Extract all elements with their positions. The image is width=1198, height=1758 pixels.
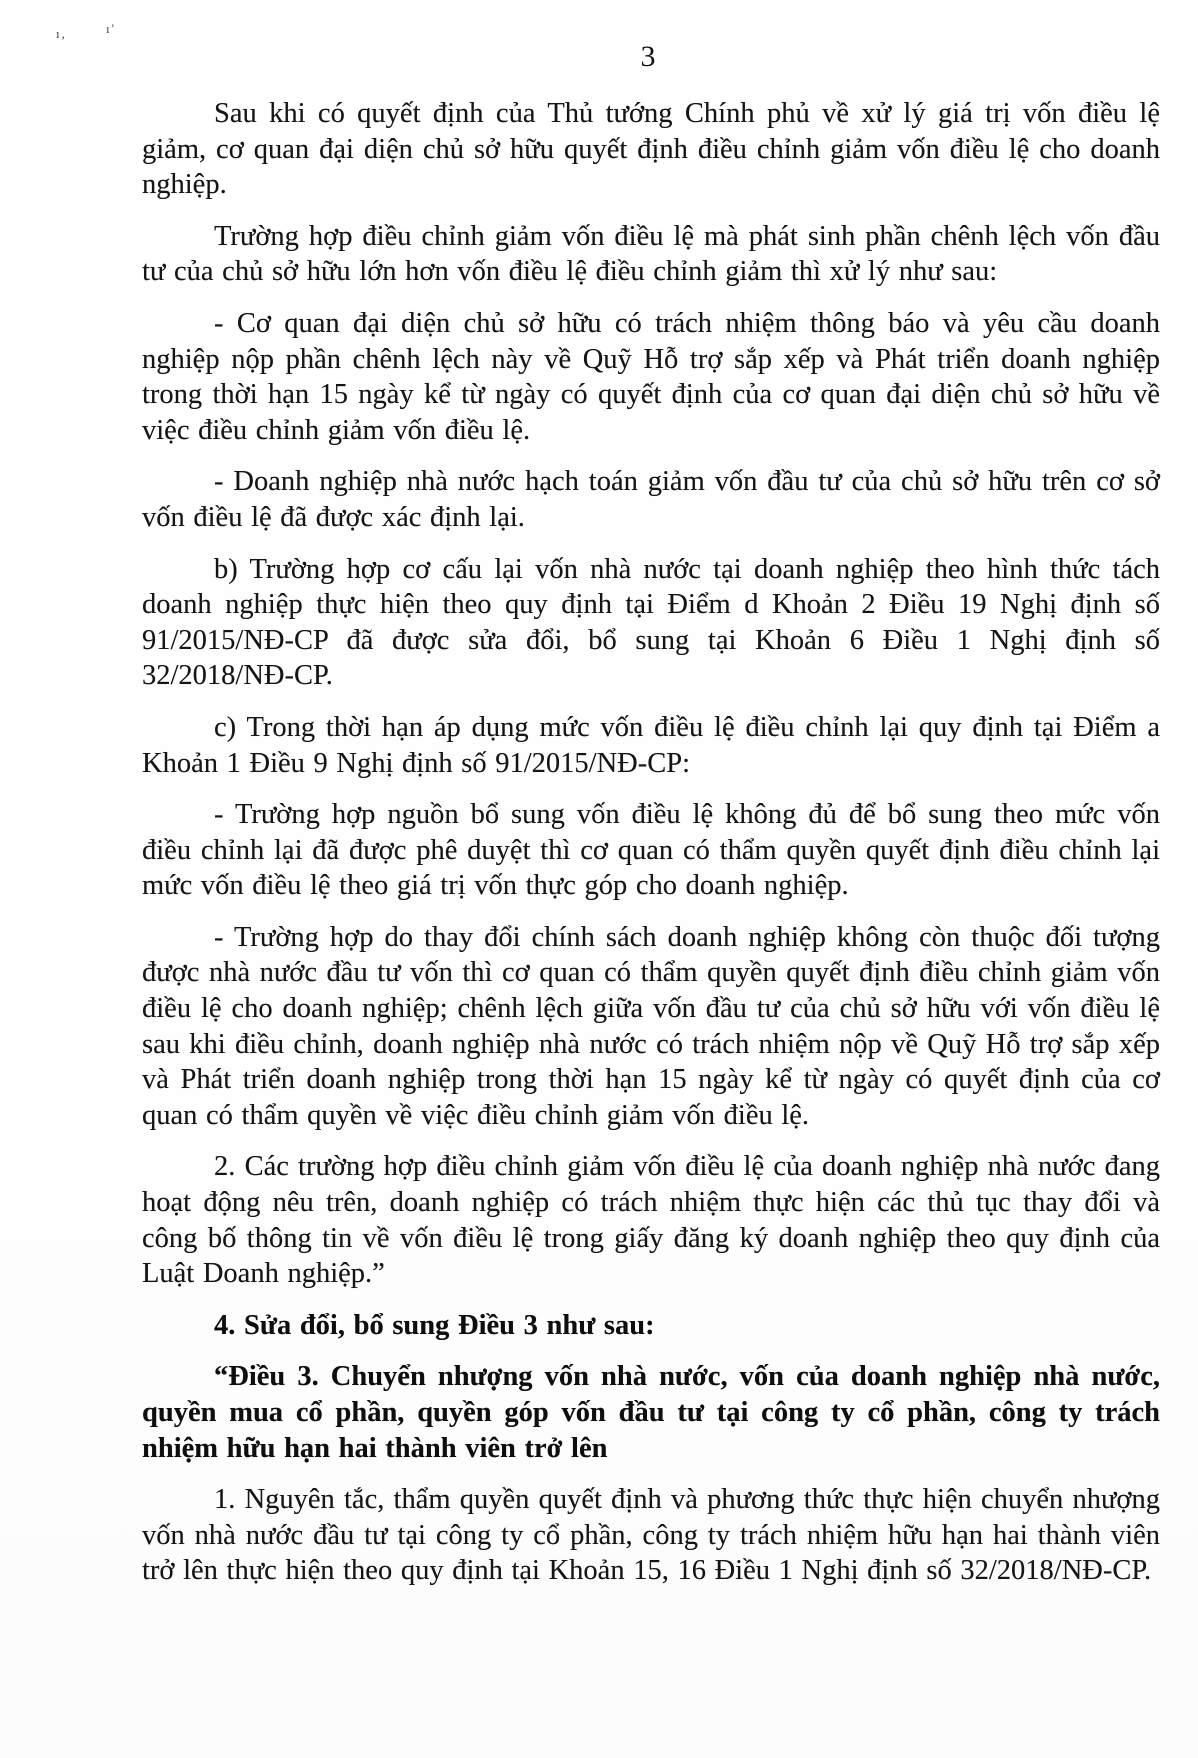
- document-text-block: [142, 96, 1160, 1605]
- clause-c-paragraph: c) Trong thời hạn áp dụng mức vốn điều lệ điều chỉnh lại quy định tại Điểm a Khoản 1 Điều 9 Nghị định số 91/2015/NĐ-CP:: [142, 711, 1160, 779]
- page-number: 3: [640, 40, 656, 73]
- bullet-agency-notify: - Cơ quan đại diện chủ sở hữu có trách nhiệm thông báo và yêu cầu doanh nghiệp nộp phần chênh lệch này về Quỹ Hỗ trợ sắp xếp và Phát triển doanh nghiệp trong thời hạn 15 ngày kể từ ngày có quyết định của cơ quan đại diện chủ sở hữu về việc điều chỉnh giảm vốn điều lệ.: [142, 307, 1160, 446]
- clause-b-paragraph: b) Trường hợp cơ cấu lại vốn nhà nước tại doanh nghiệp theo hình thức tách doanh nghiệp thực hiện theo quy định tại Điểm d Khoản 2 Điều 19 Nghị định số 91/2015/NĐ-CP đã được sửa đổi, bổ sung tại Khoản 6 Điều 1 Nghị định số 32/2018/NĐ-CP.: [142, 553, 1160, 692]
- paragraph-intro-decision: Sau khi có quyết định của Thủ tướng Chính phủ về xử lý giá trị vốn điều lệ giảm, cơ quan đại diện chủ sở hữu quyết định điều chỉnh giảm vốn điều lệ cho doanh nghiệp.: [142, 98, 1160, 201]
- item-1-principles-paragraph: 1. Nguyên tắc, thẩm quyền quyết định và phương thức thực hiện chuyển nhượng vốn nhà nước đầu tư tại công ty cổ phần, công ty trách nhiệm hữu hạn hai thành viên trở lên thực hiện theo quy định tại Khoản 15, 16 Điều 1 Nghị định số 32/2018/NĐ-CP.: [142, 1484, 1160, 1587]
- scan-speck-mark: ı': [106, 21, 116, 36]
- bullet-insufficient-source: - Trường hợp nguồn bổ sung vốn điều lệ không đủ để bổ sung theo mức vốn điều chỉnh lại đã được phê duyệt thì cơ quan có thẩm quyền quyết định điều chỉnh lại mức vốn điều lệ theo giá trị vốn thực góp cho doanh nghiệp.: [142, 799, 1160, 902]
- article-3-heading: “Điều 3. Chuyển nhượng vốn nhà nước, vốn của doanh nghiệp nhà nước, quyền mua cổ phần, quyền góp vốn đầu tư tại công ty cổ phần, công ty trách nhiệm hữu hạn hai thành viên trở lên: [142, 1361, 1160, 1464]
- item-2-paragraph: 2. Các trường hợp điều chỉnh giảm vốn điều lệ của doanh nghiệp nhà nước đang hoạt động nêu trên, doanh nghiệp có trách nhiệm thực hiện các thủ tục thay đổi và công bố thông tin về vốn điều lệ trong giấy đăng ký doanh nghiệp theo quy định của Luật Doanh nghiệp.”: [142, 1151, 1160, 1290]
- bullet-enterprise-account: - Doanh nghiệp nhà nước hạch toán giảm vốn đầu tư của chủ sở hữu trên cơ sở vốn điều lệ đã được xác định lại.: [142, 466, 1160, 533]
- paragraph-case-adjustment: Trường hợp điều chỉnh giảm vốn điều lệ mà phát sinh phần chênh lệch vốn đầu tư của chủ sở hữu lớn hơn vốn điều lệ điều chỉnh giảm thì xử lý như sau:: [142, 220, 1160, 288]
- section-4-heading: 4. Sửa đổi, bổ sung Điều 3 như sau:: [214, 1309, 655, 1341]
- scan-speck-mark: ı,: [56, 26, 67, 41]
- bullet-policy-change: - Trường hợp do thay đổi chính sách doanh nghiệp không còn thuộc đối tượng được nhà nước đầu tư vốn thì cơ quan có thẩm quyền quyết định điều chỉnh giảm vốn điều lệ cho doanh nghiệp; chênh lệch giữa vốn đầu tư của chủ sở hữu với vốn điều lệ sau khi điều chỉnh, doanh nghiệp nhà nước có trách nhiệm nộp về Quỹ Hỗ trợ sắp xếp và Phát triển doanh nghiệp trong thời hạn 15 ngày kể từ ngày có quyết định của cơ quan có thẩm quyền về việc điều chỉnh giảm vốn điều lệ.: [142, 921, 1160, 1131]
